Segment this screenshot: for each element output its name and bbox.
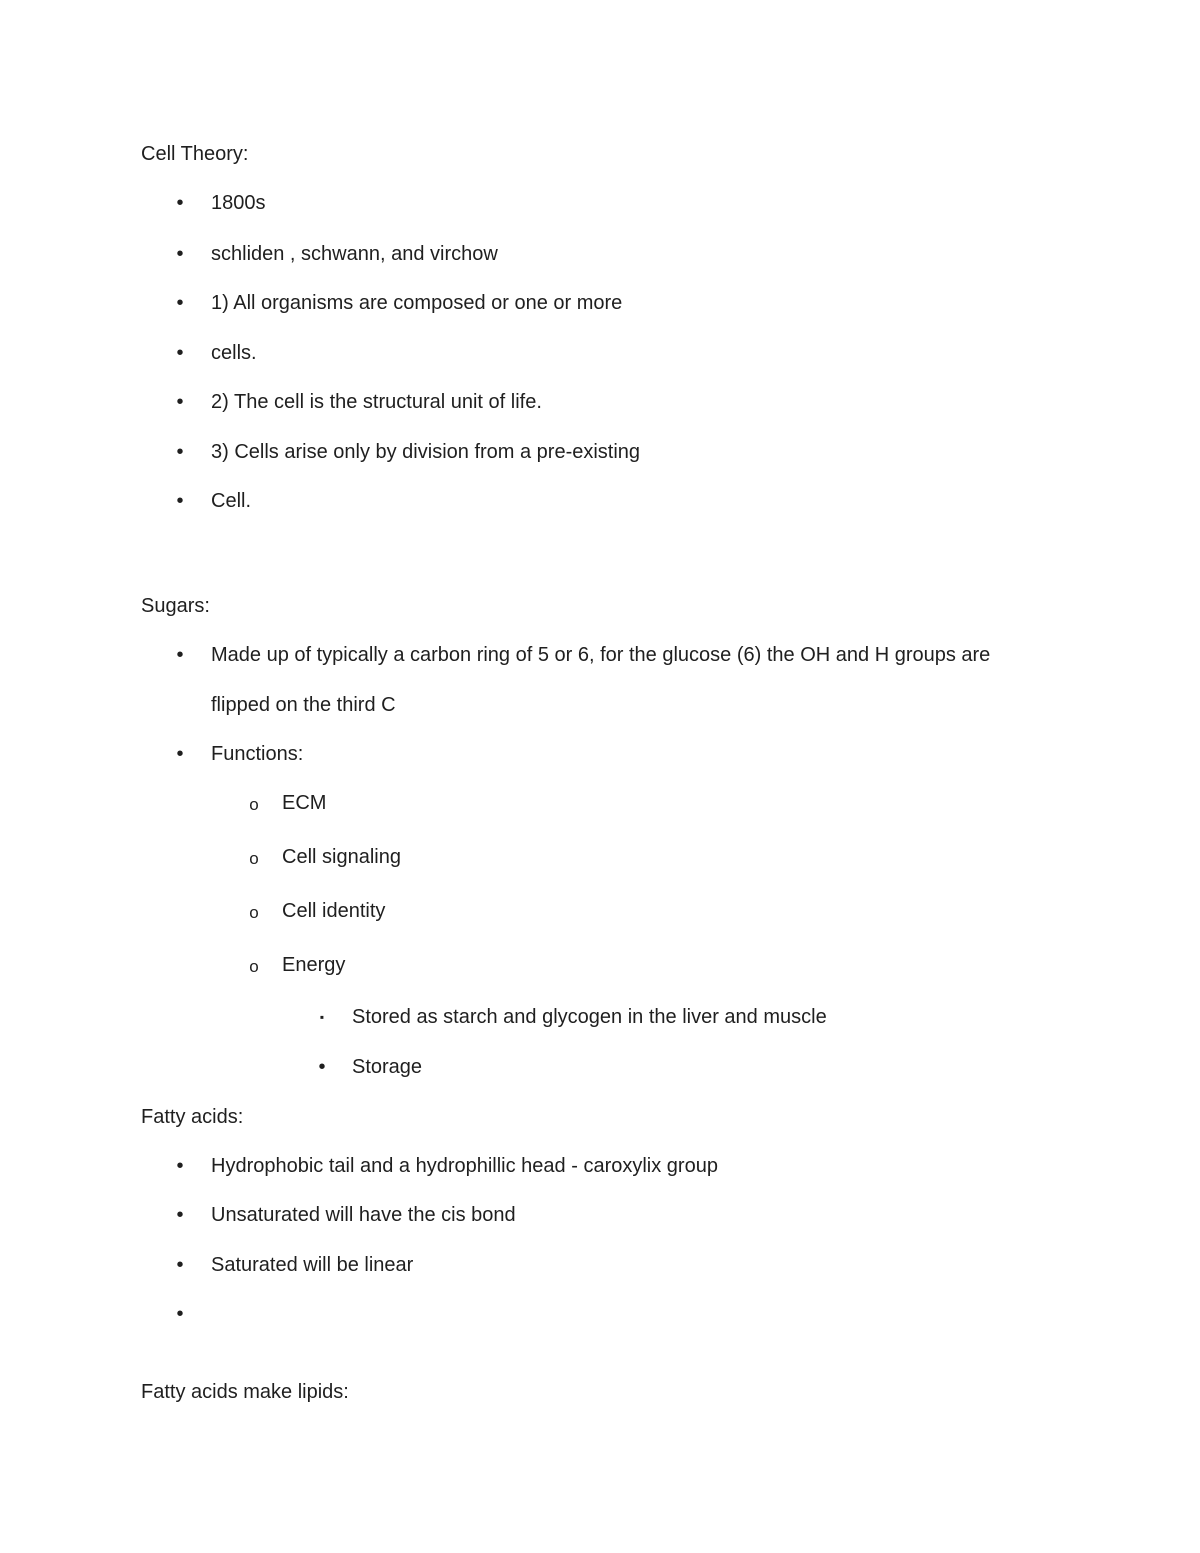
list-item: Cell.	[211, 490, 252, 512]
circle-bullet-icon: o	[249, 795, 259, 814]
bullet-icon: •	[176, 292, 184, 314]
list-item: Hydrophobic tail and a hydrophillic head - caroxylix group	[211, 1155, 718, 1177]
list-item: 3) Cells arise only by division from a pre-existing	[211, 441, 641, 463]
bullet-icon: •	[176, 743, 184, 765]
sub-list-item: ECM	[282, 792, 327, 814]
list-item: 1800s	[211, 192, 266, 214]
list-item: Functions:	[211, 743, 304, 765]
bullet-icon: •	[176, 391, 184, 413]
sub-list-item: Cell signaling	[282, 846, 401, 868]
bullet-icon: •	[176, 1254, 184, 1276]
heading-sugars: Sugars:	[141, 595, 210, 617]
bullet-icon: •	[176, 1303, 184, 1325]
list-item: Unsaturated will have the cis bond	[211, 1204, 516, 1226]
list-item: Saturated will be linear	[211, 1254, 414, 1276]
list-item: 2) The cell is the structural unit of life.	[211, 391, 542, 413]
bullet-icon: •	[176, 243, 184, 265]
list-item: schliden , schwann, and virchow	[211, 243, 498, 265]
bullet-icon: •	[176, 644, 184, 666]
list-item-continuation: flipped on the third C	[211, 694, 396, 716]
bullet-icon: •	[176, 1155, 184, 1177]
bullet-icon: •	[176, 490, 184, 512]
bullet-icon: •	[176, 342, 184, 364]
sub-list-item: Cell identity	[282, 900, 386, 922]
circle-bullet-icon: o	[249, 849, 259, 868]
bullet-icon: •	[318, 1056, 326, 1078]
list-item: 1) All organisms are composed or one or more	[211, 292, 623, 314]
sub-list-item: Energy	[282, 954, 346, 976]
heading-cell-theory: Cell Theory:	[141, 143, 249, 165]
heading-fatty-acids: Fatty acids:	[141, 1106, 244, 1128]
bullet-icon: •	[176, 192, 184, 214]
list-item: Made up of typically a carbon ring of 5 or 6, for the glucose (6) the OH and H groups are	[211, 644, 991, 666]
circle-bullet-icon: o	[249, 957, 259, 976]
list-item: cells.	[211, 342, 257, 364]
bullet-icon: •	[176, 441, 184, 463]
heading-fatty-acids-make-lipids: Fatty acids make lipids:	[141, 1381, 349, 1403]
sub-sub-list-item: Storage	[352, 1056, 423, 1078]
bullet-icon: •	[176, 1204, 184, 1226]
square-bullet-icon: ▪	[319, 1010, 325, 1024]
circle-bullet-icon: o	[249, 903, 259, 922]
sub-sub-list-item: Stored as starch and glycogen in the liver and muscle	[352, 1006, 827, 1028]
